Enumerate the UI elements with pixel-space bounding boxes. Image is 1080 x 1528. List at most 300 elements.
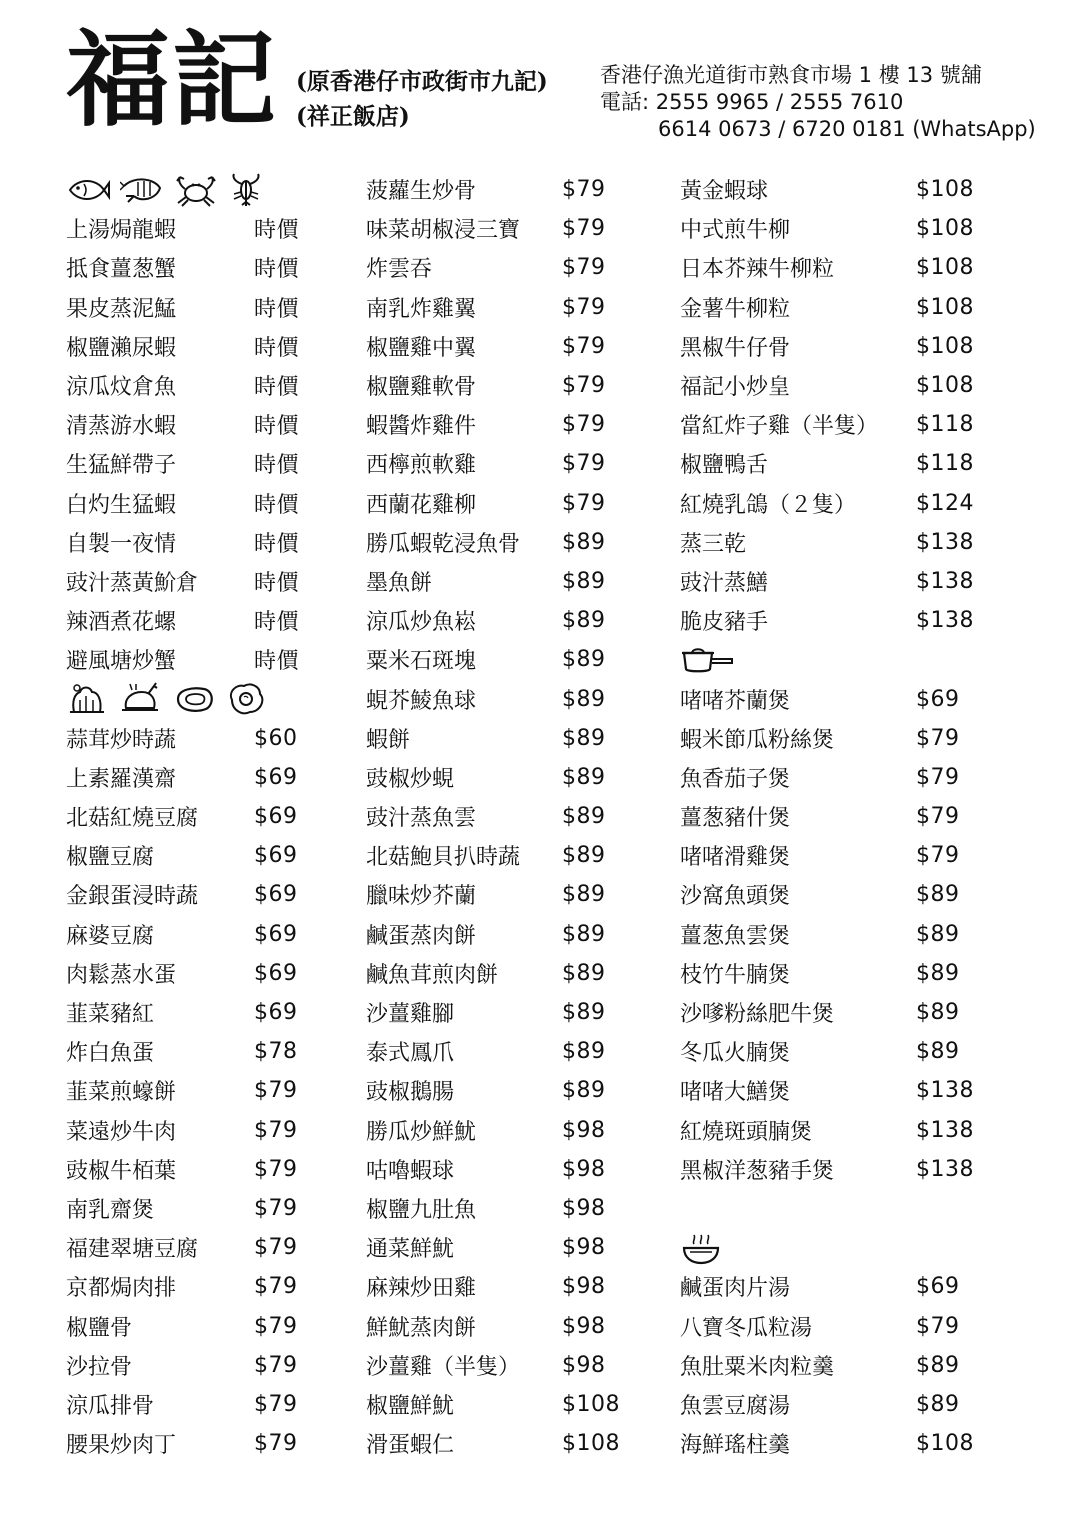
item-price: 時價 (254, 453, 300, 479)
menu-item (66, 1424, 299, 1463)
item-name: 日本芥辣牛柳粒 (680, 257, 835, 283)
item-name: 麻辣炒田雞 (366, 1276, 477, 1302)
item-name: 蝦米節瓜粉絲煲 (680, 727, 835, 753)
item-price: 時價 (254, 492, 300, 518)
menu-item (366, 993, 620, 1032)
item-name: 蝦餅 (366, 727, 411, 753)
item-price: $79 (916, 764, 960, 790)
item-price: $108 (562, 1391, 620, 1417)
menu-item (680, 719, 974, 758)
menu-item (66, 915, 299, 954)
item-name: 啫啫滑雞煲 (680, 845, 791, 871)
menu-item (66, 366, 299, 405)
menu-item (66, 836, 299, 875)
menu-item (366, 1267, 620, 1306)
item-price: $98 (562, 1195, 606, 1221)
item-name: 枝竹牛腩煲 (680, 962, 791, 988)
menu-item (366, 562, 620, 601)
soup-section-icon (680, 1228, 974, 1267)
former-name-line1: (原香港仔市政街市九記) (296, 68, 548, 95)
item-price: $124 (916, 490, 974, 516)
menu-item (66, 288, 299, 327)
item-price: $89 (562, 921, 606, 947)
item-name: 辣酒煮花螺 (66, 610, 177, 636)
menu-item (66, 719, 299, 758)
item-price: $108 (916, 1431, 974, 1457)
shrimp-icon (120, 174, 164, 206)
item-name: 泰式鳳爪 (366, 1041, 455, 1067)
item-name: 鹹蛋肉片湯 (680, 1276, 791, 1302)
menu-item (680, 1424, 974, 1463)
menu-item (366, 1111, 620, 1150)
menu-item (680, 601, 974, 640)
item-price: $79 (562, 373, 606, 399)
menu-item (366, 1385, 620, 1424)
item-name: 炸雲吞 (366, 257, 433, 283)
item-name: 黃金蝦球 (680, 179, 769, 205)
item-price: $108 (916, 177, 974, 203)
item-name: 薑葱豬什煲 (680, 806, 791, 832)
item-price: $89 (562, 647, 606, 673)
item-price: $89 (916, 921, 960, 947)
item-name: 麻婆豆腐 (66, 923, 155, 949)
item-price: $98 (562, 1274, 606, 1300)
menu-item (66, 1071, 299, 1110)
item-price: 時價 (254, 218, 300, 244)
item-name: 豉汁蒸鱔 (680, 570, 769, 596)
item-price: $60 (254, 725, 298, 751)
item-name: 勝瓜炒鮮魷 (366, 1119, 477, 1145)
item-name: 蜆芥鯪魚球 (366, 688, 477, 714)
item-price: $138 (916, 529, 974, 555)
item-price: $69 (254, 921, 298, 947)
item-price: $79 (254, 1117, 298, 1143)
menu-item (680, 1071, 974, 1110)
item-name: 沙嗲粉絲肥牛煲 (680, 1002, 835, 1028)
item-name: 豉椒牛栢葉 (66, 1158, 177, 1184)
item-name: 椒鹽瀨尿蝦 (66, 335, 177, 361)
steak-icon (172, 683, 216, 715)
item-price: $138 (916, 608, 974, 634)
item-name: 勝瓜蝦乾浸魚骨 (366, 531, 521, 557)
item-name: 魚雲豆腐湯 (680, 1393, 791, 1419)
meat-veg-icons (66, 679, 299, 718)
item-price: $79 (562, 490, 606, 516)
vegetables-icon (66, 682, 108, 716)
item-name: 通菜鮮魷 (366, 1237, 455, 1263)
item-price: $118 (916, 451, 974, 477)
menu-item (66, 523, 299, 562)
menu-item (366, 1032, 620, 1071)
item-name: 生猛鮮帶子 (66, 453, 177, 479)
item-name: 金薯牛柳粒 (680, 296, 791, 322)
item-name: 涼瓜排骨 (66, 1393, 155, 1419)
menu-item (366, 1071, 620, 1110)
item-name: 咕嚕蝦球 (366, 1158, 455, 1184)
item-price: $98 (562, 1156, 606, 1182)
item-price: $89 (916, 1039, 960, 1065)
menu-item (66, 758, 299, 797)
item-name: 蒸三乾 (680, 531, 747, 557)
item-price: $69 (916, 1274, 960, 1300)
menu-item (680, 954, 974, 993)
menu-item (680, 875, 974, 914)
menu-item (680, 248, 974, 287)
item-name: 福建翠塘豆腐 (66, 1237, 199, 1263)
item-price: 時價 (254, 414, 300, 440)
item-name: 菠蘿生炒骨 (366, 179, 477, 205)
menu-item (680, 836, 974, 875)
item-price: $79 (916, 804, 960, 830)
item-name: 椒鹽九肚魚 (366, 1197, 477, 1223)
item-name: 沙薑雞腳 (366, 1002, 455, 1028)
item-name: 臘味炒芥蘭 (366, 884, 477, 910)
item-name: 肉鬆蒸水蛋 (66, 962, 177, 988)
menu-item (680, 170, 974, 209)
item-price: $89 (916, 882, 960, 908)
address: 香港仔漁光道街市熟食市場 1 樓 13 號舖 (600, 63, 982, 87)
item-name: 自製一夜情 (66, 531, 177, 557)
item-name: 魚肚粟米肉粒羹 (680, 1354, 835, 1380)
menu-item (366, 640, 620, 679)
menu-item (366, 1150, 620, 1189)
item-price: $89 (562, 1039, 606, 1065)
item-price: $79 (562, 333, 606, 359)
menu-item (366, 1346, 620, 1385)
item-price: $108 (916, 373, 974, 399)
menu-item (66, 1150, 299, 1189)
item-price: $138 (916, 1156, 974, 1182)
menu-item (66, 1346, 299, 1385)
item-name: 抵食薑葱蟹 (66, 257, 177, 283)
item-price: $78 (254, 1039, 298, 1065)
menu-item (680, 405, 974, 444)
item-price: $79 (916, 725, 960, 751)
item-name: 北菇紅燒豆腐 (66, 806, 199, 832)
menu-column-2 (366, 170, 620, 1463)
item-price: $79 (562, 294, 606, 320)
item-name: 中式煎牛柳 (680, 218, 791, 244)
menu-item (680, 523, 974, 562)
item-name: 椒鹽鴨舌 (680, 453, 769, 479)
item-price: $79 (254, 1313, 298, 1339)
item-price: $79 (916, 1313, 960, 1339)
item-name: 京都焗肉排 (66, 1276, 177, 1302)
item-name: 紅燒乳鴿（２隻） (680, 492, 857, 518)
menu-item (680, 1150, 974, 1189)
claypot-section-icon (680, 640, 974, 679)
menu-item (66, 444, 299, 483)
spacer (680, 1189, 974, 1228)
item-price: $69 (254, 843, 298, 869)
menu-item (66, 601, 299, 640)
menu-item (366, 601, 620, 640)
seafood-icons (66, 170, 299, 209)
item-price: $108 (916, 216, 974, 242)
item-name: 涼瓜炆倉魚 (66, 375, 177, 401)
menu-item (366, 444, 620, 483)
item-name: 西蘭花雞柳 (366, 492, 477, 518)
item-name: 啫啫大鱔煲 (680, 1080, 791, 1106)
menu-item (680, 1267, 974, 1306)
item-name: 沙窩魚頭煲 (680, 884, 791, 910)
item-name: 冬瓜火腩煲 (680, 1041, 791, 1067)
item-price: $89 (916, 1352, 960, 1378)
item-price: 時價 (254, 610, 300, 636)
item-name: 紅燒斑頭腩煲 (680, 1119, 813, 1145)
item-price: $69 (254, 960, 298, 986)
item-price: $98 (562, 1235, 606, 1261)
menu-item (680, 562, 974, 601)
item-name: 蝦醬炸雞件 (366, 414, 477, 440)
item-name: 金銀蛋浸時蔬 (66, 884, 199, 910)
item-name: 清蒸游水蝦 (66, 414, 177, 440)
item-name: 北菇鮑貝扒時蔬 (366, 845, 521, 871)
menu-item (680, 484, 974, 523)
item-name: 啫啫芥蘭煲 (680, 688, 791, 714)
item-name: 椒鹽豆腐 (66, 845, 155, 871)
item-price: $108 (916, 294, 974, 320)
menu-item (366, 523, 620, 562)
item-name: 滑蛋蝦仁 (366, 1433, 455, 1459)
menu-item (680, 209, 974, 248)
item-price: $79 (254, 1274, 298, 1300)
item-name: 黑椒牛仔骨 (680, 335, 791, 361)
item-price: $98 (562, 1313, 606, 1339)
item-name: 魚香茄子煲 (680, 766, 791, 792)
item-name: 豉椒炒蜆 (366, 766, 455, 792)
menu-item (680, 797, 974, 836)
menu-item (66, 1228, 299, 1267)
menu-item (366, 954, 620, 993)
item-price: $98 (562, 1352, 606, 1378)
item-name: 豉汁蒸黃魪倉 (66, 570, 199, 596)
item-price: 時價 (254, 531, 300, 557)
item-name: 椒鹽骨 (66, 1315, 133, 1341)
item-price: $89 (562, 725, 606, 751)
menu-item (680, 444, 974, 483)
item-price: $89 (562, 608, 606, 634)
item-price: $89 (562, 882, 606, 908)
item-name: 炸白魚蛋 (66, 1041, 155, 1067)
item-price: $69 (254, 882, 298, 908)
menu-item (366, 1228, 620, 1267)
item-name: 上素羅漢齋 (66, 766, 177, 792)
item-name: 涼瓜炒魚崧 (366, 610, 477, 636)
item-name: 海鮮瑤柱羹 (680, 1433, 791, 1459)
item-price: 時價 (254, 649, 300, 675)
item-price: 時價 (254, 257, 300, 283)
menu-item (66, 562, 299, 601)
item-price: $69 (254, 764, 298, 790)
menu-column-1 (66, 170, 299, 1463)
item-name: 腰果炒肉丁 (66, 1433, 177, 1459)
item-price: $138 (916, 568, 974, 594)
item-price: $89 (562, 843, 606, 869)
item-name: 鹹魚茸煎肉餅 (366, 962, 499, 988)
item-price: 時價 (254, 570, 300, 596)
menu-item (680, 366, 974, 405)
item-price: $79 (254, 1391, 298, 1417)
menu-item (366, 797, 620, 836)
menu-item (366, 366, 620, 405)
menu-item (680, 1306, 974, 1345)
menu-item (680, 758, 974, 797)
item-price: $89 (562, 960, 606, 986)
menu-item (66, 875, 299, 914)
menu-item (66, 1189, 299, 1228)
menu-item (366, 836, 620, 875)
item-price: $89 (916, 1000, 960, 1026)
item-name: 韮菜豬紅 (66, 1002, 155, 1028)
menu-item (366, 405, 620, 444)
item-price: $79 (254, 1431, 298, 1457)
menu-item (680, 915, 974, 954)
item-price: $69 (254, 1000, 298, 1026)
item-price: 時價 (254, 375, 300, 401)
claypot-icon (680, 645, 734, 675)
item-name: 豉汁蒸魚雲 (366, 806, 477, 832)
menu-item (66, 954, 299, 993)
item-name: 椒鹽雞軟骨 (366, 375, 477, 401)
menu-item (366, 209, 620, 248)
item-price: $89 (562, 1000, 606, 1026)
item-name: 粟米石斑塊 (366, 649, 477, 675)
contact-info (600, 62, 1036, 143)
menu-item (66, 1306, 299, 1345)
menu-item (66, 1385, 299, 1424)
crab-icon (174, 173, 218, 207)
item-price: $108 (916, 333, 974, 359)
item-price: $89 (562, 1078, 606, 1104)
menu-item (66, 993, 299, 1032)
menu-item (366, 1424, 620, 1463)
item-price: $79 (562, 412, 606, 438)
item-price: $69 (254, 804, 298, 830)
item-name: 菜遠炒牛肉 (66, 1119, 177, 1145)
item-name: 椒鹽雞中翼 (366, 335, 477, 361)
item-name: 福記小炒皇 (680, 375, 791, 401)
item-name: 豉椒鵝腸 (366, 1080, 455, 1106)
item-price: $89 (562, 529, 606, 555)
item-price: $89 (562, 804, 606, 830)
menu-item (366, 484, 620, 523)
item-name: 西檸煎軟雞 (366, 453, 477, 479)
menu-item (66, 1267, 299, 1306)
menu-item (366, 327, 620, 366)
fish-icon (66, 174, 110, 206)
item-price: $89 (562, 568, 606, 594)
chicken-icon (118, 682, 162, 716)
item-price: $118 (916, 412, 974, 438)
menu-item (66, 327, 299, 366)
item-price: $79 (562, 216, 606, 242)
menu-item (366, 719, 620, 758)
item-name: 韮菜煎蠔餅 (66, 1080, 177, 1106)
former-name-line2: (祥正飯店) (296, 103, 410, 130)
menu-item (680, 1111, 974, 1150)
item-price: $108 (916, 255, 974, 281)
item-price: $89 (562, 764, 606, 790)
soup-bowl-icon (680, 1230, 722, 1266)
item-name: 沙拉骨 (66, 1354, 133, 1380)
menu-item (366, 875, 620, 914)
item-name: 脆皮豬手 (680, 610, 769, 636)
menu-item (680, 1385, 974, 1424)
item-price: 時價 (254, 335, 300, 361)
item-name: 椒鹽鮮魷 (366, 1393, 455, 1419)
item-price: $108 (562, 1431, 620, 1457)
menu-item (680, 327, 974, 366)
item-price: $79 (562, 177, 606, 203)
item-price: $89 (916, 1391, 960, 1417)
menu-item (66, 405, 299, 444)
menu-item (366, 1189, 620, 1228)
phone-line1: 電話: 2555 9965 / 2555 7610 (600, 90, 904, 114)
item-price: $89 (916, 960, 960, 986)
menu-item (66, 484, 299, 523)
item-name: 八寶冬瓜粒湯 (680, 1315, 813, 1341)
menu-item (66, 1111, 299, 1150)
item-name: 南乳炸雞翼 (366, 296, 477, 322)
item-price: 時價 (254, 296, 300, 322)
item-price: $79 (562, 255, 606, 281)
phone-line2: 6614 0673 / 6720 0181 (WhatsApp) (658, 117, 1036, 141)
item-price: $79 (254, 1078, 298, 1104)
item-name: 避風塘炒蟹 (66, 649, 177, 675)
item-name: 味菜胡椒浸三寶 (366, 218, 521, 244)
item-price: $79 (562, 451, 606, 477)
item-price: $79 (254, 1235, 298, 1261)
item-price: $138 (916, 1078, 974, 1104)
former-name (296, 64, 548, 134)
item-name: 鹹蛋蒸肉餅 (366, 923, 477, 949)
menu-item (66, 1032, 299, 1071)
item-name: 上湯焗龍蝦 (66, 218, 177, 244)
menu-item (366, 915, 620, 954)
item-name: 黑椒洋葱豬手煲 (680, 1158, 835, 1184)
item-price: $79 (916, 843, 960, 869)
menu-item (680, 1032, 974, 1071)
item-name: 墨魚餅 (366, 570, 433, 596)
menu-item (366, 248, 620, 287)
item-price: $69 (916, 686, 960, 712)
restaurant-logo: 福記 (66, 19, 279, 141)
item-name: 果皮蒸泥鯭 (66, 296, 177, 322)
menu-item (366, 288, 620, 327)
item-price: $79 (254, 1195, 298, 1221)
menu-item (366, 170, 620, 209)
item-name: 南乳齋煲 (66, 1197, 155, 1223)
lobster-icon (228, 172, 264, 208)
menu-item (680, 679, 974, 718)
item-name: 沙薑雞（半隻） (366, 1354, 521, 1380)
item-name: 白灼生猛蝦 (66, 492, 177, 518)
menu-item (680, 288, 974, 327)
item-price: $98 (562, 1117, 606, 1143)
menu-item (66, 797, 299, 836)
menu-item (366, 758, 620, 797)
menu-item (66, 248, 299, 287)
fried-egg-icon (226, 682, 266, 716)
menu-item (366, 679, 620, 718)
menu-item (66, 209, 299, 248)
menu-item (366, 1306, 620, 1345)
item-price: $79 (254, 1352, 298, 1378)
item-name: 當紅炸子雞（半隻） (680, 414, 879, 440)
menu-item (680, 1346, 974, 1385)
menu-column-3 (680, 170, 974, 1463)
